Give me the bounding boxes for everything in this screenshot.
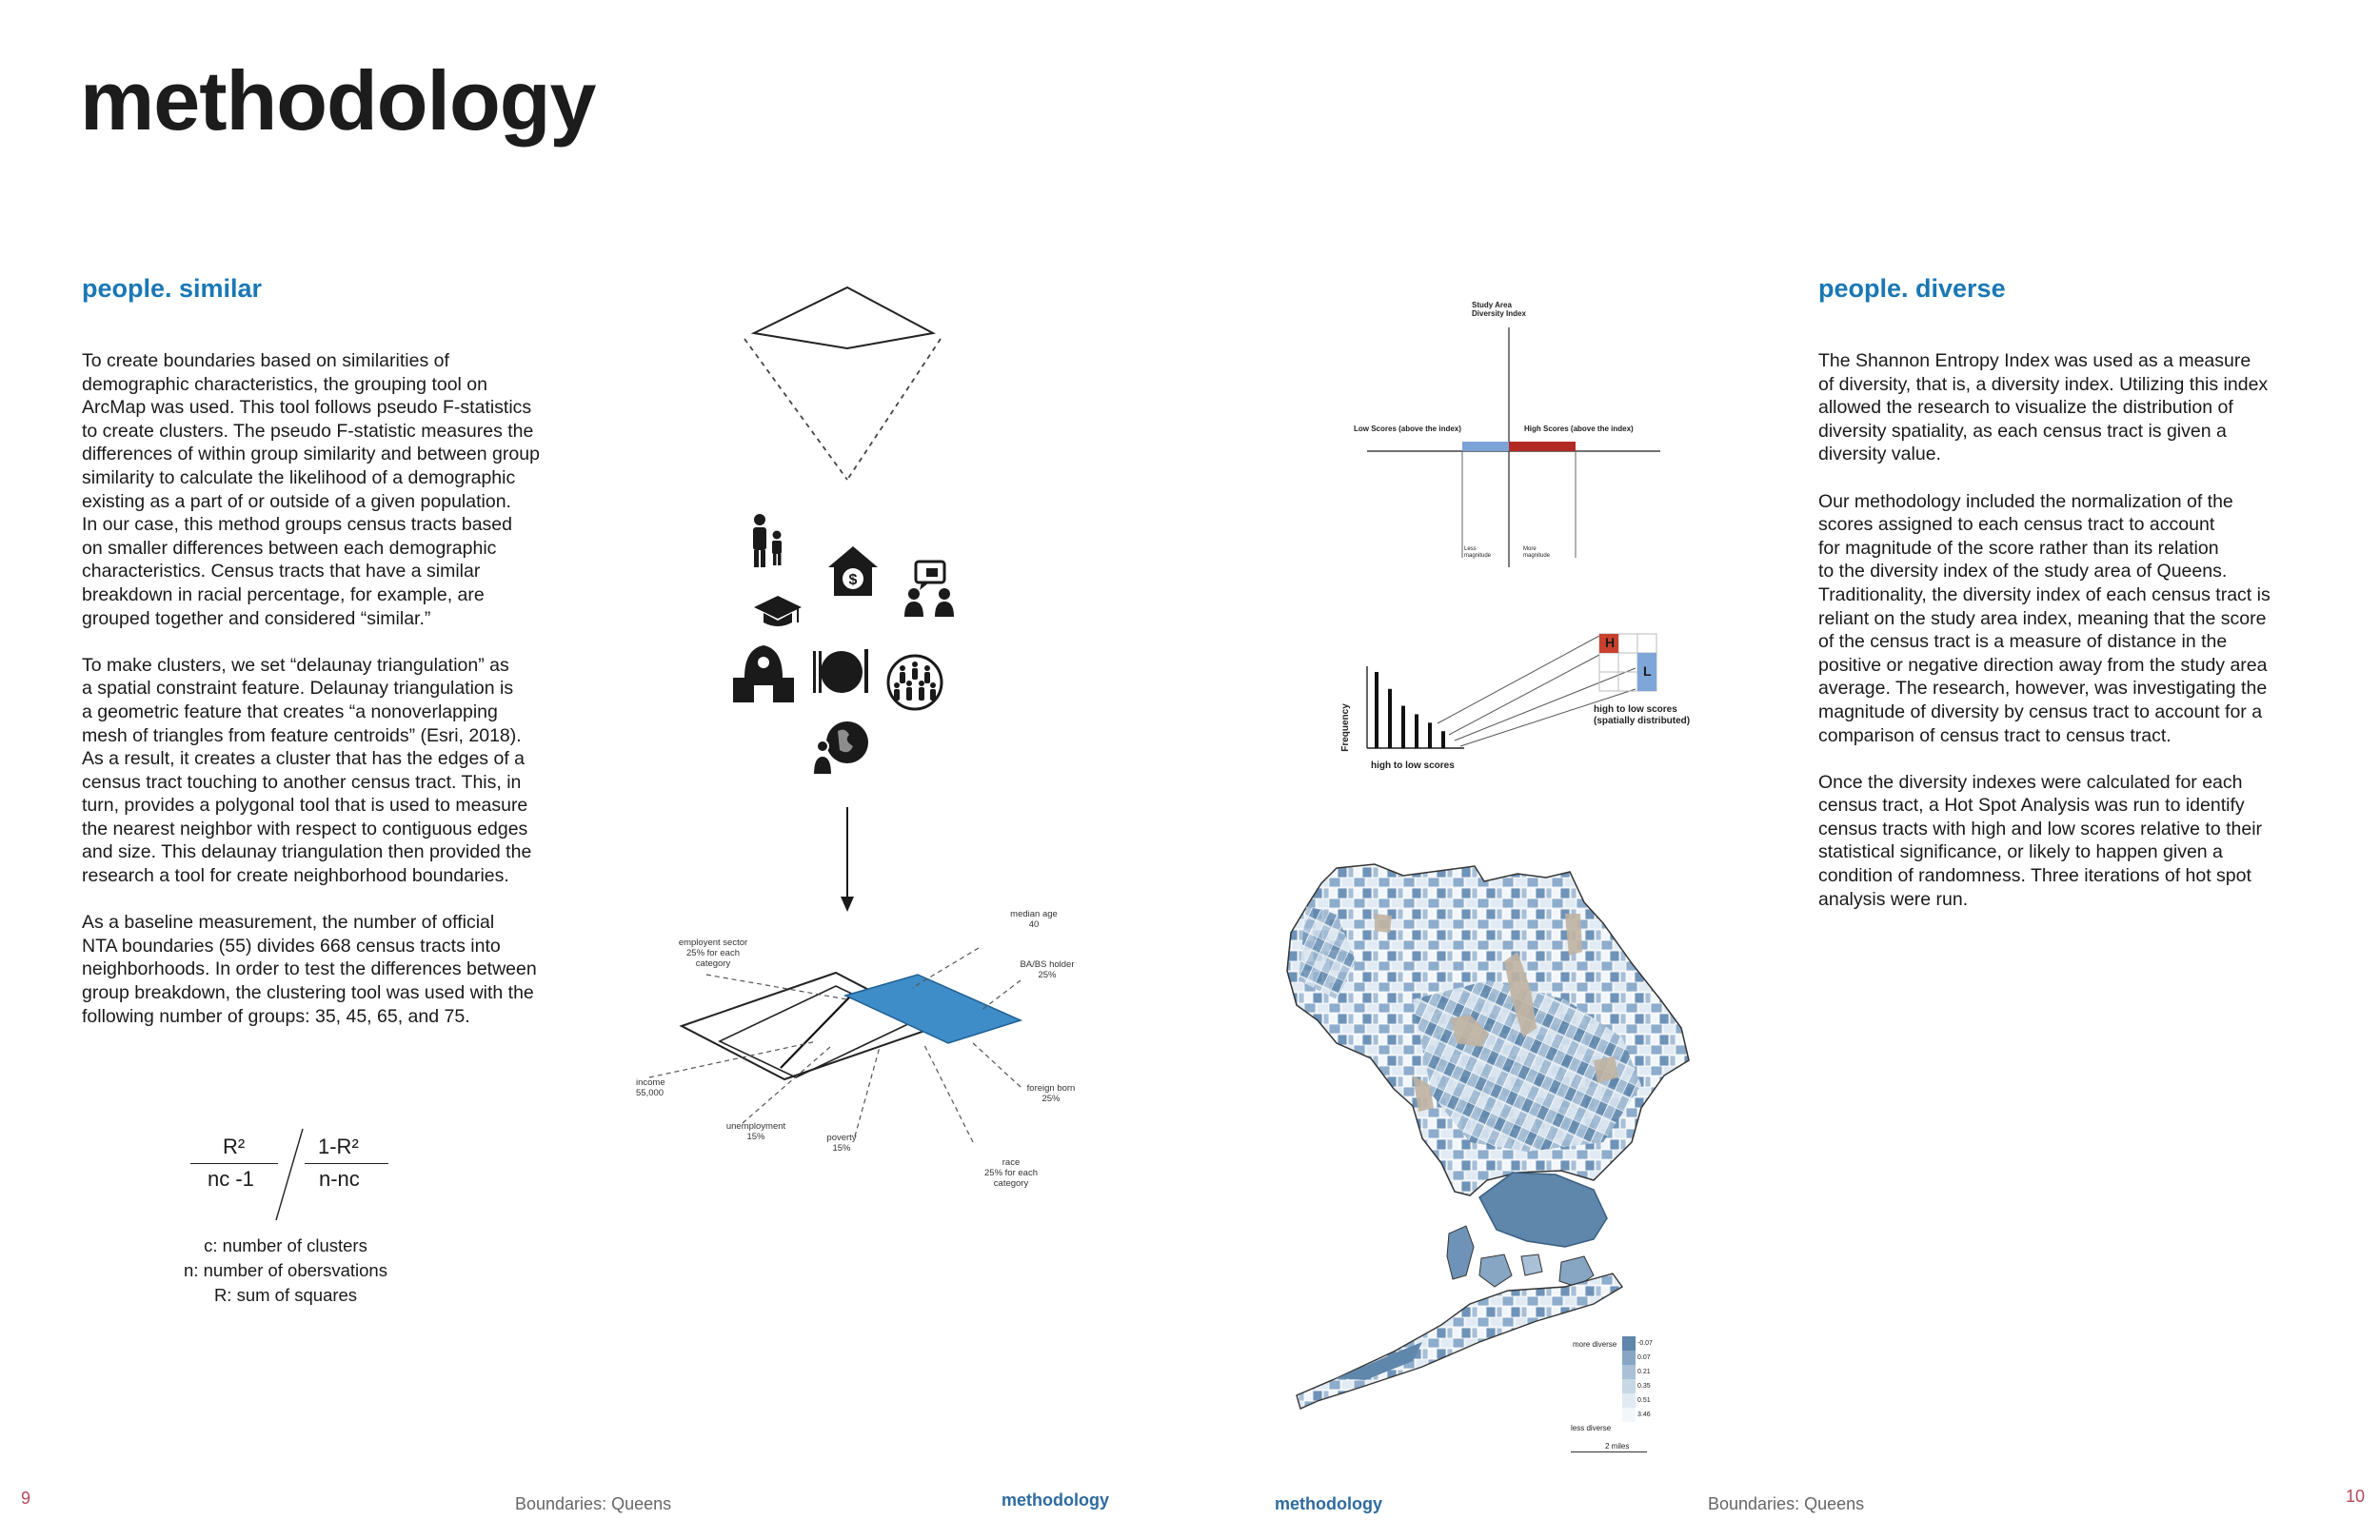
pseudo-f-formula bbox=[171, 1129, 400, 1224]
label-race: race 25% for each category bbox=[984, 1157, 1038, 1189]
scale-swatch bbox=[1622, 1336, 1636, 1351]
study-area-label: Study Area Diversity Index bbox=[1472, 301, 1526, 318]
down-arrow-icon bbox=[838, 807, 857, 914]
inverted-pyramid-diagram bbox=[743, 284, 952, 503]
crowd-icon bbox=[885, 653, 944, 712]
svg-text:$: $ bbox=[848, 572, 858, 588]
section-heading-diverse: people. diverse bbox=[1818, 274, 2006, 303]
hotspot-xlabel: high to low scores bbox=[1371, 760, 1455, 771]
formula-legend bbox=[152, 1235, 419, 1306]
scale-bar-label: 2 miles bbox=[1605, 1442, 1630, 1451]
paragraph: The Shannon Entropy Index was used as a measure of diversity, that is, a diversity index. Utilizing this index allowed the research to visualize the distribution of diversity spatiality, as each census tract is given a diversity value. bbox=[1818, 350, 2269, 465]
less-magnitude-label: Less magnitude bbox=[1464, 546, 1492, 559]
family-icon bbox=[748, 514, 786, 571]
scale-bar bbox=[1571, 1451, 1647, 1452]
formula-denominator-2: n-nc bbox=[319, 1167, 360, 1191]
footer-section-right: methodology bbox=[1275, 1494, 1382, 1513]
footer-book-title-left: Boundaries: Queens bbox=[515, 1494, 672, 1513]
graduation-cap-icon bbox=[752, 594, 803, 632]
scale-swatch bbox=[1622, 1379, 1636, 1393]
paragraph: As a baseline measurement, the number of official NTA boundaries (55) divides 668 census tracts into neighborhoods. In order to test the differences between group breakdown, the clustering tool was used with the following number of groups: 35, 45, 65, and 75. bbox=[82, 912, 537, 1027]
fraction-bar bbox=[305, 1163, 388, 1164]
paragraph: To make clusters, we set “delaunay triangulation” as a spatial constraint feature. Delaunay triangulation is a geometric feature that creates “a nonoverlapping mesh of triangles from feature centroids” (Esri, 2018). As a result, it creates a cluster that has the edges of a census tract touching to another census tract. This, in turn, provides a polygonal tool that is used to measure the nearest neighbor with respect to contiguous edges and size. This delaunay triangulation then provided the research a tool for create neighborhood boundaries. bbox=[82, 654, 532, 887]
label-foreign-born: foreign born 25% bbox=[1026, 1083, 1076, 1104]
person-globe-icon bbox=[811, 718, 872, 777]
frequency-label: Frequency bbox=[1339, 703, 1351, 752]
more-diverse-label: more diverse bbox=[1573, 1340, 1617, 1349]
histogram-bar bbox=[1441, 731, 1445, 748]
less-diverse-label: less diverse bbox=[1571, 1424, 1612, 1432]
scale-swatch bbox=[1622, 1393, 1636, 1408]
low-scores-label: Low Scores (above the index) bbox=[1354, 424, 1461, 433]
more-magnitude-label: More magnitude bbox=[1523, 546, 1551, 559]
low-score-bar bbox=[1462, 442, 1509, 451]
label-unemployment: unemployment 15% bbox=[725, 1121, 786, 1142]
scale-swatch bbox=[1622, 1365, 1636, 1379]
page-title: methodology bbox=[80, 53, 596, 148]
formula-numerator-2: 1-R² bbox=[318, 1135, 359, 1158]
h-label: H bbox=[1605, 635, 1616, 650]
formula-denominator-1: nc -1 bbox=[208, 1167, 254, 1191]
hotspot-note: high to low scores (spatially distributed) bbox=[1594, 704, 1691, 726]
page-number-right: 10 bbox=[2346, 1487, 2366, 1506]
queens-diversity-map bbox=[1279, 857, 1698, 1428]
paragraph: To create boundaries based on similarities of demographic characteristics, the grouping tool on ArcMap was used. This tool follows pseudo F-statistics to create clusters. The pseudo F-statistic measures the differences of within group similarity and between group similarity to calculate the likelihood of a demographic existing as a part of or outside of a given population. In our case, this method groups census tracts based on smaller differences between each demographic characteristics. Census tracts that have a similar breakdown in racial percentage, for example, are grouped together and considered “similar.” bbox=[82, 350, 540, 629]
religion-icon bbox=[729, 643, 798, 706]
histogram-bar bbox=[1388, 689, 1392, 748]
scale-swatch bbox=[1622, 1408, 1636, 1422]
label-poverty: poverty 15% bbox=[826, 1133, 857, 1154]
right-text-column bbox=[1818, 349, 2351, 935]
house-money-icon bbox=[826, 544, 880, 598]
map-color-scale bbox=[1622, 1336, 1636, 1422]
histogram-bar bbox=[1415, 714, 1418, 748]
histogram-bar bbox=[1401, 706, 1405, 748]
section-heading-similar: people. similar bbox=[82, 274, 263, 303]
histogram-bar bbox=[1375, 672, 1378, 748]
food-icon bbox=[811, 643, 870, 701]
label-ba-holder: BA/BS holder 25% bbox=[1020, 959, 1075, 980]
scale-swatch bbox=[1622, 1351, 1636, 1365]
legend-sum-of-squares: R: sum of squares bbox=[213, 1285, 358, 1305]
division-slash bbox=[171, 1129, 400, 1224]
meeting-icon bbox=[902, 560, 963, 619]
footer-book-title-right: Boundaries: Queens bbox=[1708, 1494, 1865, 1513]
footer-section-left: methodology bbox=[1002, 1491, 1109, 1510]
page-number-left: 9 bbox=[21, 1489, 31, 1508]
legend-observations: n: number of obersvations bbox=[184, 1260, 387, 1280]
label-income: income 55,000 bbox=[636, 1077, 665, 1098]
paragraph: Our methodology included the normalization of the scores assigned to each census tract to account for magnitude of the score rather than its relation to the diversity index of the study area of Queens. Traditionality, the diversity index of each census tract is reliant on the study area index, meaning that the score of the census tract is a measure of distance in the positive or negative direction away from the study area average. The research, however, was investigating the magnitude of diversity by census tract to account for a comparison of census tract to census tract. bbox=[1818, 490, 2271, 746]
formula-numerator-1: R² bbox=[223, 1135, 246, 1158]
high-scores-label: High Scores (above the index) bbox=[1524, 424, 1634, 433]
legend-clusters: c: number of clusters bbox=[204, 1235, 367, 1255]
histogram-bar bbox=[1428, 722, 1432, 748]
hotspot-frequency-chart bbox=[1350, 624, 1712, 758]
map-scale-values: -0.07 0.07 0.21 0.35 0.51 3.46 bbox=[1637, 1340, 1653, 1418]
left-text-column bbox=[82, 349, 615, 1052]
paragraph: Once the diversity indexes were calculated for each census tract, a Hot Spot Analysis was run to identify census tracts with high and low scores relative to their statistical significance, or likely to happen given a condition of randomness. Three iterations of hot spot analysis were run. bbox=[1818, 771, 2263, 910]
label-employment: employent sector 25% for each category bbox=[678, 938, 748, 969]
label-median-age: median age 40 bbox=[1010, 909, 1058, 930]
l-label: L bbox=[1643, 663, 1652, 679]
high-score-bar bbox=[1509, 442, 1576, 451]
